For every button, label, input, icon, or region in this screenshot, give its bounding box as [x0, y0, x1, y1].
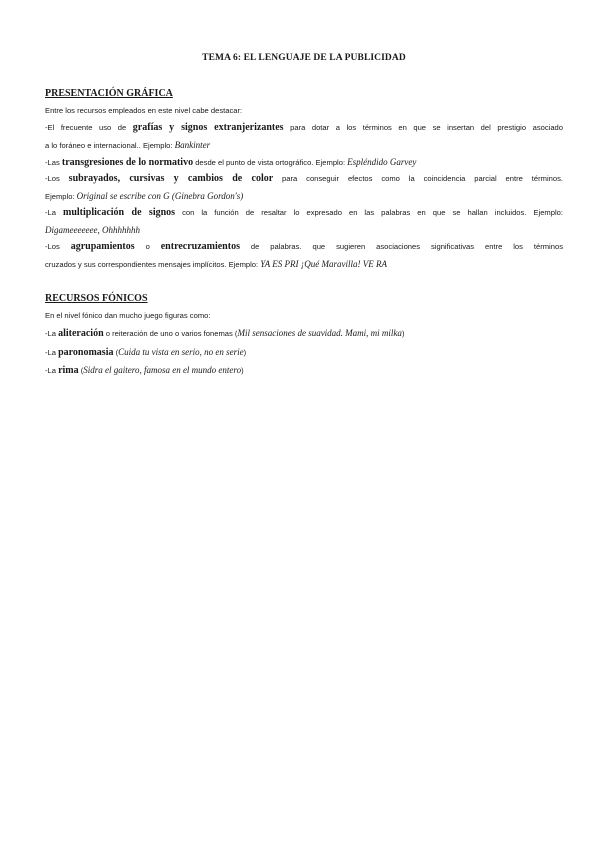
term-rima: rima — [58, 365, 79, 376]
term-transgresiones: transgresiones de lo normativo — [61, 157, 194, 168]
term-agrupamientos: agrupamientos — [70, 241, 135, 252]
example-text: YA ES PRI ¡Qué Maravilla! VE RA — [260, 259, 387, 269]
paragraph-aliteracion: -La aliteración o reiteración de uno o varios fonemas (Mil sensaciones de suavidad. Mami, mi milka) — [45, 328, 405, 339]
term-subrayados: subrayados, cursivas y cambios de color — [68, 173, 274, 184]
paragraph-transgresiones: -Las transgresiones de lo normativo desde el punto de vista ortográfico. Ejemplo: Espléndido Garvey — [45, 157, 417, 168]
paragraph-intro-fonicos: En el nivel fónico dan mucho juego figuras como: — [45, 311, 211, 320]
paragraph-multiplicacion-line1: -La multiplicación de signos con la función de resaltar lo expresado en las palabras en que se hallan incluidos. Ejemplo: — [45, 207, 563, 218]
example-text: Digameeeeeee, Ohhhhhhh — [45, 225, 140, 235]
example-text: Original se escribe con G (Ginebra Gordon's) — [76, 191, 244, 201]
example-text: Sidra el gaitero, famosa en el mundo entero — [83, 365, 242, 375]
term-multiplicacion: multiplicación de signos — [63, 207, 176, 218]
example-text: Bankinter — [174, 140, 211, 150]
paragraph-agrupamientos-line1: -Los agrupamientos o entrecruzamientos de palabras. que sugieren asociaciones significativas entre los términos — [45, 241, 563, 252]
paragraph-multiplicacion-line2 — [45, 222, 563, 239]
section-heading-grafica: PRESENTACIÓN GRÁFICA — [45, 88, 173, 99]
paragraph-grafias-line2: a lo foráneo e internacional.. Ejemplo: Bankinter — [45, 140, 211, 150]
term-grafias: grafías y signos extranjerizantes — [132, 122, 284, 133]
example-text: Mil sensaciones de suavidad. Mami, mi milka — [237, 328, 402, 338]
paragraph-subrayados-line1: -Los subrayados, cursivas y cambios de color para conseguir efectos como la coincidencia parcial entre términos. — [45, 173, 563, 184]
paragraph-rima: -La rima (Sidra el gaitero, famosa en el mundo entero) — [45, 365, 244, 376]
paragraph-intro-grafica: Entre los recursos empleados en este nivel cabe destacar: — [45, 106, 243, 115]
paragraph-subrayados-line2: Ejemplo: Original se escribe con G (Ginebra Gordon's) — [45, 191, 244, 201]
term-paronomasia: paronomasia — [58, 347, 114, 358]
paragraph-agrupamientos-line2: cruzados y sus correspondientes mensajes implícitos. Ejemplo: YA ES PRI ¡Qué Maravilla! VE RA — [45, 259, 387, 269]
example-text: Espléndido Garvey — [347, 157, 417, 167]
term-aliteracion: aliteración — [58, 328, 104, 339]
paragraph-paronomasia: -La paronomasia (Cuida tu vista en serio, no en serie) — [45, 347, 247, 358]
paragraph-grafias-line1: -El frecuente uso de grafías y signos extranjerizantes para dotar a los términos en que se insertan del prestigio asociado — [45, 122, 563, 133]
section-heading-fonicos: RECURSOS FÓNICOS — [45, 293, 148, 304]
page-title: TEMA 6: EL LENGUAJE DE LA PUBLICIDAD — [202, 53, 406, 63]
example-text: Cuida tu vista en serio, no en serie — [118, 347, 244, 357]
term-entrecruzamientos: entrecruzamientos — [160, 241, 240, 252]
